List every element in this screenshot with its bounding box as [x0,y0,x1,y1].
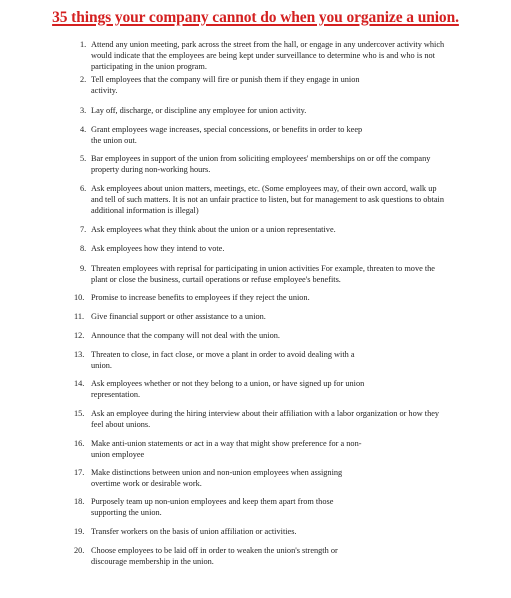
list-item-text [91,497,483,519]
list-item-line: representation. [91,389,141,399]
list-item-line: would indicate that the employees are being kept under surveillance to determine who is and who is not [91,50,435,60]
list-item-line: Ask an employee during the hiring interview about their affiliation with a labor organization or how they [91,409,440,418]
list-item-number: 1. [80,40,87,49]
list-item-text [91,106,483,117]
list-item-line: supporting the union. [91,507,162,517]
list-item-line: overtime work or desirable work. [91,478,202,488]
list-item-number: 3. [80,106,87,115]
list-item-line: Ask employees whether or not they belong to a union, or have signed up for union [91,379,365,388]
list-item-number: 12. [74,331,85,340]
list-item-text [91,264,483,286]
list-item-line: Purposely team up non-union employees and keep them apart from those [91,497,334,506]
list-item-number: 5. [80,154,87,163]
list-item-line: Make distinctions between union and non-union employees when assigning [91,468,343,477]
list-item-number: 8. [80,244,87,253]
list-item-line: Ask employees about union matters, meetings, etc. (Some employees may, of their own accord, walk up [91,184,437,193]
list-item-text [91,75,483,97]
list-item-line: Ask employees what they think about the union or a union representative. [91,225,336,234]
list-item-number: 7. [80,225,87,234]
list-item-text [91,293,483,304]
list-item-line: Threaten to close, in fact close, or move a plant in order to avoid dealing with a [91,350,355,359]
list-item-number: 19. [74,527,85,536]
list-item-text [91,125,483,147]
list-item-line: Give financial support or other assistance to a union. [91,312,266,321]
list-item-number: 20. [74,546,85,555]
list-item-line: plant or close the business, curtail operations or refuse employee's benefits. [91,274,341,284]
list-item-line: additional information is illegal) [91,205,199,215]
list-item-line: Threaten employees with reprisal for participating in union activities For example, threaten to move the [91,264,435,273]
list-item-line: Attend any union meeting, park across the street from the hall, or engage in any undercover activity which [91,40,445,49]
list-item-number: 11. [74,312,85,321]
list-item-text [91,350,483,372]
list-item-line: Promise to increase benefits to employees if they reject the union. [91,293,310,302]
list-item-line: Bar employees in support of the union from soliciting employees' memberships on or off the company [91,154,431,163]
list-item-line: Tell employees that the company will fire or punish them if they engage in union [91,75,360,84]
list-item-text [91,527,483,538]
list-item-text [91,184,483,216]
list-item-number: 4. [80,125,87,134]
list-item-number: 18. [74,497,85,506]
list-item-line: activity. [91,85,118,95]
list-item-text [91,154,483,176]
list-item-line: property during non-working hours. [91,164,211,174]
list-item-line: Transfer workers on the basis of union affiliation or activities. [91,527,297,536]
list-item-text [91,379,483,401]
list-item-line: participating in the union program. [91,61,207,71]
list-item-text [91,546,483,568]
list-item-line: Grant employees wage increases, special concessions, or benefits in order to keep [91,125,363,134]
list-item-number: 14. [74,379,85,388]
list-item-line: feel about unions. [91,419,151,429]
list-item-number: 16. [74,439,85,448]
list-item-text [91,439,483,461]
list-item-line: Announce that the company will not deal with the union. [91,331,280,340]
list-item-text [91,468,483,490]
list-item-line: Ask employees how they intend to vote. [91,244,225,253]
list-item-number: 13. [74,350,85,359]
list-item-number: 2. [80,75,87,84]
list-item-text [91,244,483,255]
list-item-line: Lay off, discharge, or discipline any employee for union activity. [91,106,307,115]
list-item-line: union employee [91,449,145,459]
list-item-text [91,40,483,72]
list-item-number: 15. [74,409,85,418]
list-item-text [91,331,483,342]
list-item-line: Make anti-union statements or act in a way that might show preference for a non- [91,439,362,448]
list-item-line: Choose employees to be laid off in order to weaken the union's strength or [91,546,338,555]
list-item-line: the union out. [91,135,137,145]
list-item-text [91,312,483,323]
list-item-line: union. [91,360,112,370]
document-title: 35 things your company cannot do when you organize a union. [52,9,459,26]
list-item-number: 9. [80,264,87,273]
list-item-line: discourage membership in the union. [91,556,214,566]
list-item-line: and tell of such matters. It is not an unfair practice to listen, but for management to ask questions to obtain [91,194,444,204]
list-item-text [91,225,483,236]
list-item-number: 17. [74,468,85,477]
list-item-text [91,409,483,431]
list-item-number: 6. [80,184,87,193]
list-item-number: 10. [74,293,85,302]
